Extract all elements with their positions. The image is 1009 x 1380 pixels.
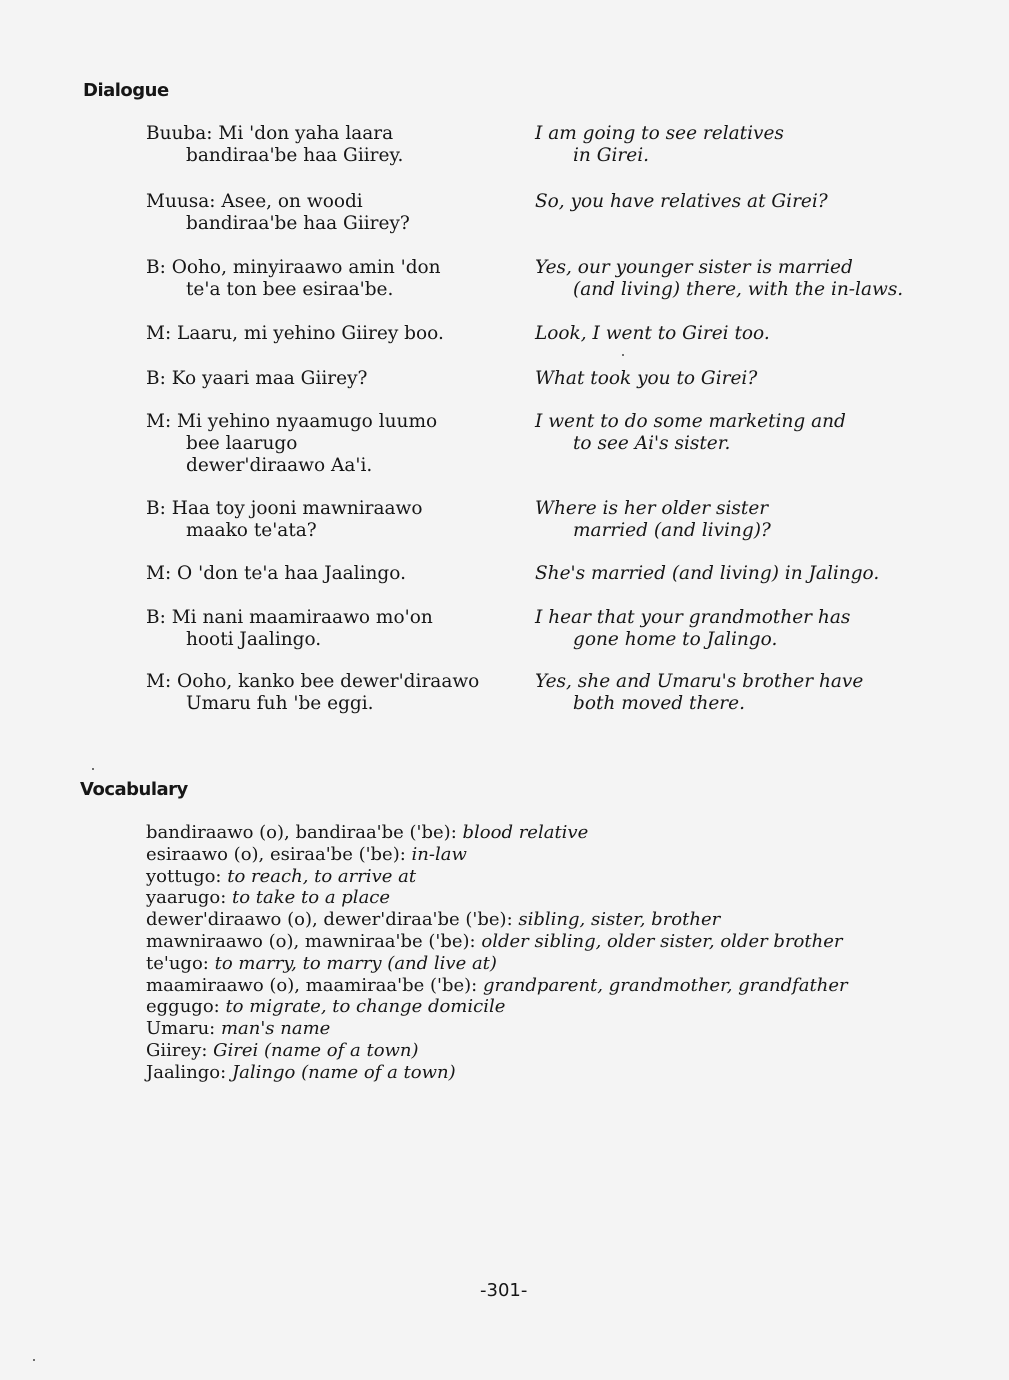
vocabulary-term: Umaru: (146, 1018, 216, 1040)
text-line: to see Ai's sister. (573, 433, 731, 454)
text-line: M: O 'don te'a haa Jaalingo. (146, 563, 406, 584)
vocabulary-definition: blood relative (462, 822, 589, 843)
dialogue-line-8-fulfulde (146, 563, 406, 585)
dialogue-line-9-fulfulde (146, 607, 433, 651)
vocabulary-term: esiraawo (o), esiraa'be ('be): (146, 843, 406, 865)
vocabulary-entry (146, 909, 848, 931)
text-line: I am going to see relatives (535, 123, 784, 144)
text-line: I hear that your grandmother has (535, 607, 851, 628)
text-line: I went to do some marketing and (535, 411, 846, 432)
text-line: What took you to Girei? (535, 368, 758, 389)
vocabulary-entry (146, 1040, 848, 1062)
vocabulary-definition: to migrate, to change domicile (225, 996, 506, 1018)
vocabulary-entry (146, 1062, 848, 1084)
text-line: Buuba: Mi 'don yaha laara (146, 123, 394, 144)
scan-speck (622, 354, 624, 356)
vocabulary-definition: sibling, sister, brother (518, 909, 721, 931)
text-line: So, you have relatives at Girei? (535, 191, 828, 212)
vocabulary-heading: Vocabulary (80, 779, 188, 800)
vocabulary-entry (146, 866, 848, 888)
dialogue-line-7-fulfulde (146, 498, 423, 542)
text-line: Yes, she and Umaru's brother have (535, 671, 864, 692)
text-line: She's married (and living) in Jalingo. (535, 563, 880, 584)
text-line: married (and living)? (573, 520, 771, 541)
text-line: bandiraa'be haa Giirey. (186, 145, 404, 166)
page-number: -301- (480, 1280, 528, 1301)
vocabulary-entry (146, 931, 848, 953)
dialogue-heading: Dialogue (83, 80, 169, 101)
vocabulary-term: maamiraawo (o), maamiraa'be ('be): (146, 974, 478, 996)
dialogue-line-2-fulfulde (146, 191, 410, 235)
text-line: Yes, our younger sister is married (535, 257, 853, 278)
vocabulary-definition: to take to a place (232, 887, 391, 909)
vocabulary-term: yaarugo: (146, 887, 227, 909)
vocabulary-list (146, 822, 848, 1084)
text-line: hooti Jaalingo. (186, 629, 322, 650)
vocabulary-definition: Jalingo (name of a town) (231, 1061, 456, 1083)
vocabulary-term: yottugo: (146, 865, 222, 887)
text-line: B: Ko yaari maa Giirey? (146, 368, 368, 389)
text-line: B: Haa toy jooni mawniraawo (146, 498, 423, 519)
text-line: in Girei. (573, 145, 649, 166)
vocabulary-definition: in-law (411, 843, 467, 865)
text-line: te'a ton bee esiraa'be. (186, 279, 394, 300)
vocabulary-definition: to marry, to marry (and live at) (214, 952, 497, 974)
text-line: B: Ooho, minyiraawo amin 'don (146, 257, 441, 278)
dialogue-line-9-english (535, 607, 850, 651)
text-line: Umaru fuh 'be eggi. (186, 693, 374, 714)
vocabulary-term: Giirey: (146, 1039, 208, 1061)
text-line: M: Laaru, mi yehino Giirey boo. (146, 323, 444, 344)
dialogue-line-5-english (535, 368, 757, 390)
text-line: bandiraa'be haa Giirey? (186, 213, 410, 234)
dialogue-line-6-fulfulde (146, 411, 437, 477)
text-line: M: Ooho, kanko bee dewer'diraawo (146, 671, 480, 692)
dialogue-line-2-english (535, 191, 828, 213)
dialogue-line-8-english (535, 563, 879, 585)
vocabulary-term: eggugo: (146, 996, 220, 1018)
dialogue-line-4-english (535, 323, 770, 345)
vocabulary-term: mawniraawo (o), mawniraa'be ('be): (146, 930, 476, 952)
text-line: bee laarugo (186, 433, 298, 454)
vocabulary-term: Jaalingo: (146, 1061, 227, 1083)
dialogue-line-10-english (535, 671, 863, 715)
vocabulary-term: dewer'diraawo (o), dewer'diraa'be ('be): (146, 909, 513, 931)
dialogue-line-10-fulfulde (146, 671, 479, 715)
scan-speck (92, 768, 94, 770)
text-line: Where is her older sister (535, 498, 769, 519)
text-line: B: Mi nani maamiraawo mo'on (146, 607, 433, 628)
dialogue-line-7-english (535, 498, 771, 542)
dialogue-line-6-english (535, 411, 846, 455)
vocabulary-term: te'ugo: (146, 952, 209, 974)
vocabulary-definition: older sibling, older sister, older brother (481, 930, 843, 952)
vocabulary-entry (146, 975, 848, 997)
dialogue-line-1-english (535, 123, 784, 167)
text-line: Look, I went to Girei too. (535, 323, 770, 344)
vocabulary-entry (146, 996, 848, 1018)
vocabulary-entry (146, 1018, 848, 1040)
vocabulary-term: bandiraawo (o), bandiraa'be ('be): (146, 822, 457, 843)
vocabulary-entry (146, 953, 848, 975)
vocabulary-entry (146, 822, 848, 844)
text-line: dewer'diraawo Aa'i. (186, 455, 373, 476)
vocabulary-entry (146, 887, 848, 909)
text-line: gone home to Jalingo. (573, 629, 778, 650)
dialogue-line-5-fulfulde (146, 368, 367, 390)
text-line: Muusa: Asee, on woodi (146, 191, 363, 212)
vocabulary-definition: grandparent, grandmother, grandfather (482, 974, 848, 996)
dialogue-line-3-fulfulde (146, 257, 441, 301)
vocabulary-definition: to reach, to arrive at (227, 865, 417, 887)
text-line: maako te'ata? (186, 520, 317, 541)
dialogue-line-1-fulfulde (146, 123, 403, 167)
vocabulary-entry (146, 844, 848, 866)
vocabulary-definition: man's name (220, 1018, 331, 1040)
text-line: both moved there. (573, 693, 745, 714)
scan-speck (33, 1359, 35, 1361)
text-line: M: Mi yehino nyaamugo luumo (146, 411, 438, 432)
dialogue-line-3-english (535, 257, 903, 301)
vocabulary-definition: Girei (name of a town) (213, 1039, 419, 1061)
text-line: (and living) there, with the in-laws. (573, 279, 904, 300)
dialogue-line-4-fulfulde (146, 323, 444, 345)
